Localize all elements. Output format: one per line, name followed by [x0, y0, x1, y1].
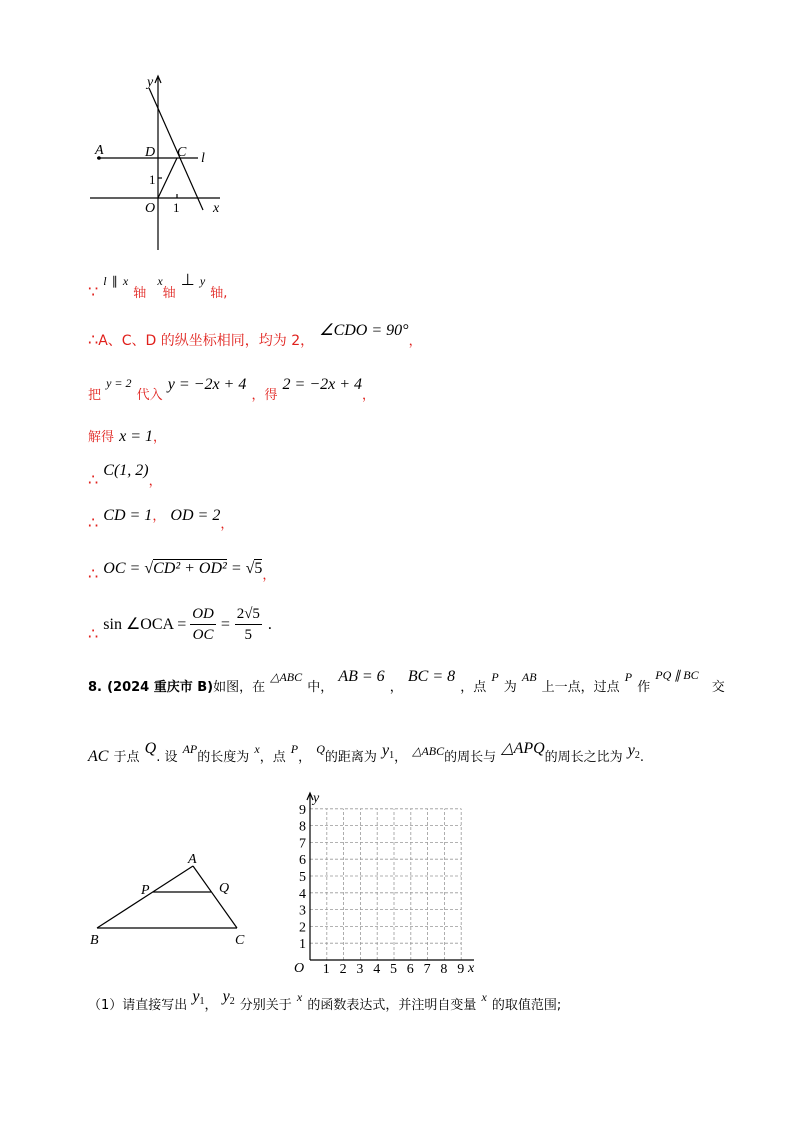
solution-line-7: ∴ OC = $√CD^2 + OD^2 = √5_,$ — [88, 560, 276, 583]
y-tick-label: 3 — [299, 903, 306, 919]
coordinate-figure — [85, 70, 235, 255]
x-tick-label: 1 — [322, 962, 330, 977]
triangle-figure — [85, 850, 255, 950]
x-tick-label: 8 — [440, 962, 448, 977]
x-tick-label: 9 — [457, 962, 465, 977]
y-tick-label: 6 — [299, 853, 306, 869]
x-tick-label: 5 — [390, 962, 397, 977]
y-tick-label: 9 — [299, 802, 306, 818]
solution-line-6: ∴ CD = 1， OD = $2_,$ — [88, 507, 234, 532]
y-tick-label: 2 — [299, 920, 306, 936]
label-1-x: 1 — [173, 200, 180, 215]
x-tick-label: 6 — [406, 962, 414, 977]
y-tick-label: 1 — [299, 937, 306, 953]
label-d: D — [145, 145, 156, 160]
question-1: （1）请直接写出 y1， y2 分别关于 $^x$ 的函数表达式，并注明自变量 $^x$ 的取值范围; — [88, 988, 562, 1013]
problem-8-line-2: AC 于点 Q. 设 $^{AP}$的长度为 $^x$，点 $^P$， $^Q$的距离为 y1， $^{\triangle ABC}$的周长与 △APQ的周长之比为 y2. — [88, 740, 645, 765]
y-tick-label: 7 — [299, 836, 306, 852]
label-l: l — [201, 151, 205, 166]
y-tick-label: 5 — [299, 870, 306, 885]
label-p: P — [141, 883, 150, 898]
x-tick-label: 3 — [356, 962, 364, 977]
solution-line-1: ∵ $^l$ ∥ $^x$ 轴 $^x$轴 ⊥ $^y$ 轴, — [88, 272, 228, 301]
solution-line-2: ∴A、C、D 的纵坐标相同，均为 2， ∠CDO = 90°， — [88, 322, 422, 349]
x-tick-label: 7 — [423, 962, 431, 977]
label-c: C — [235, 933, 245, 948]
label-x: x — [213, 201, 220, 216]
label-b: B — [90, 933, 99, 948]
y-tick-label: 4 — [299, 886, 306, 902]
fraction-od-oc: $\frac{OD}{OC}$ — [192, 606, 214, 643]
grid-label-origin: O — [294, 961, 305, 976]
solution-line-8: ∴ sin ∠OCA = $\frac{OD}{OC}$ = $\frac{2√5}{5}$ . — [88, 606, 272, 643]
label-y: y — [147, 75, 154, 90]
label-a: A — [95, 143, 104, 158]
solution-line-4: 解得 x = 1， — [88, 428, 167, 445]
x-tick-label: 2 — [339, 962, 347, 977]
side-ac — [193, 866, 237, 928]
label-o: O — [145, 201, 156, 216]
label-c: C — [177, 145, 187, 160]
fraction-2root5-5: $\frac{2√5}{5}$ — [236, 606, 260, 643]
solution-line-5: ∴ C(1, $2)_,$ — [88, 462, 162, 489]
line-y-neg2x-plus4 — [149, 88, 203, 210]
label-1-y: 1 — [149, 172, 156, 187]
label-q: Q — [219, 881, 230, 896]
coordinate-grid — [282, 788, 487, 978]
y-tick-label: 8 — [299, 819, 306, 835]
grid-label-x: x — [468, 961, 475, 976]
x-tick-label: 4 — [373, 962, 381, 977]
problem-8-line-1: 8. (2024 重庆市 B)如图，在 $^{\triangle ABC}$ 中， AB = 6 ， BC = 8 ，点 $^P$ 为 $^{AB}$ 上一点，过点 $^P$ 作 $^{PQ \parallel BC}$ 交 — [88, 668, 725, 695]
solution-line-3: 把 $^{y = 2}$ 代入 y = −2x + 4 ，得 2 = −2x + 4， — [88, 376, 376, 403]
grid-label-y: y — [313, 791, 320, 806]
label-a: A — [188, 852, 197, 867]
